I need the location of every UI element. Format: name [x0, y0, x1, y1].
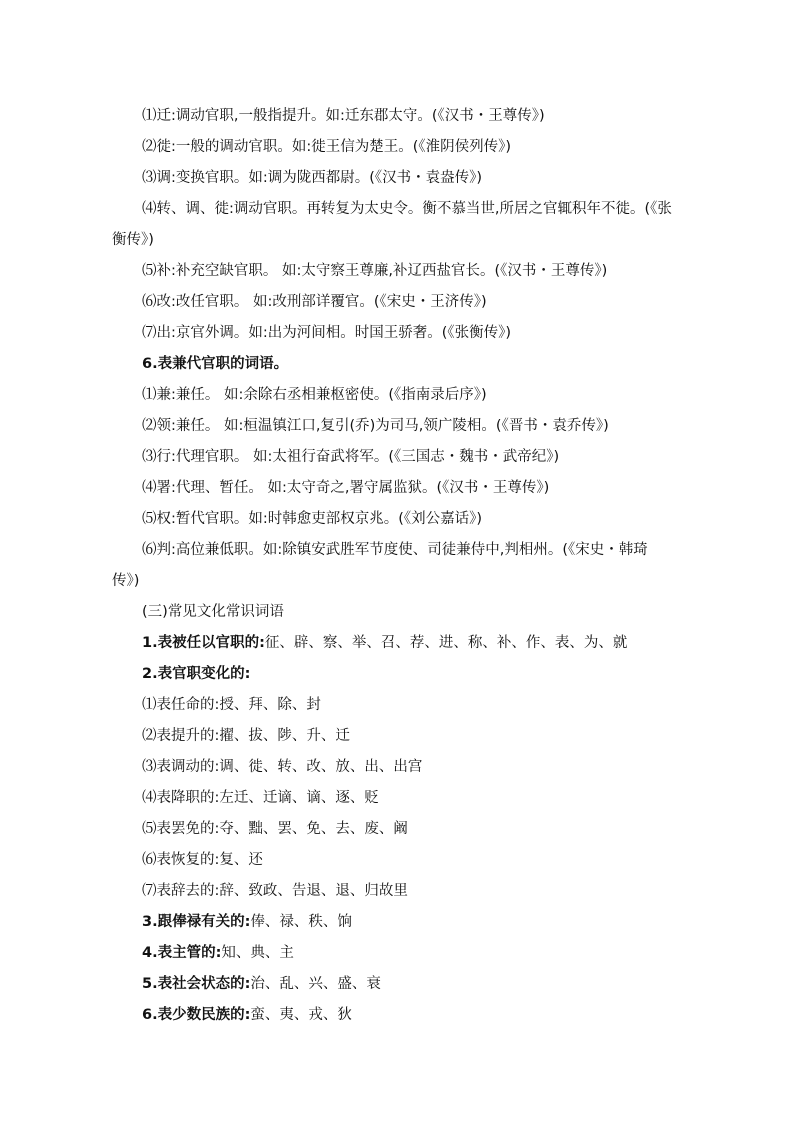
text-line: ⑴迁:调动官职,一般指提升。如:迁东郡太守。(《汉书・王尊传》): [142, 108, 545, 124]
item-text: 知、典、主: [221, 945, 294, 961]
item-heading: 1.表被任以官职的:: [142, 635, 265, 651]
section-heading: (三)常见文化常识词语: [142, 604, 284, 620]
text-line: ⑵表提升的:擢、拔、陟、升、迁: [142, 728, 350, 744]
item-heading: 3.跟俸禄有关的:: [142, 914, 251, 930]
item-heading: 6.表少数民族的:: [142, 1007, 251, 1023]
text-line: ⑺表辞去的:辞、致政、告退、退、归故里: [142, 883, 408, 899]
text-line: 传》): [112, 573, 140, 589]
text-line: ⑷署:代理、暂任。 如:太守奇之,署守属监狱。(《汉书・王尊传》): [142, 480, 550, 496]
text-line: ⑴表任命的:授、拜、除、封: [142, 697, 321, 713]
item-heading: 4.表主管的:: [142, 945, 222, 961]
text-line: [112, 907, 684, 938]
item-heading: 2.表官职变化的:: [142, 666, 251, 682]
text-line: ⑶调:变换官职。如:调为陇西都尉。(《汉书・袁盎传》): [142, 170, 483, 186]
text-line: [112, 628, 684, 659]
text-line: ⑴兼:兼任。 如:余除右丞相兼枢密使。(《指南录后序》): [142, 387, 487, 403]
text-line: ⑸权:暂代官职。如:时韩愈吏部权京兆。(《刘公嘉话》): [142, 511, 483, 527]
text-line: [112, 938, 684, 969]
text-line: ⑷转、调、徙:调动官职。再转复为太史令。衡不慕当世,所居之官辄积年不徙。(《张: [142, 201, 672, 217]
text-line: ⑶行:代理官职。 如:太祖行奋武将军。(《三国志・魏书・武帝纪》): [142, 449, 560, 465]
text-line: ⑹判:高位兼低职。如:除镇安武胜军节度使、司徒兼侍中,判相州。(《宋史・韩琦: [142, 542, 648, 558]
item-text: 征、辟、察、举、召、荐、进、称、补、作、表、为、就: [264, 635, 628, 651]
text-line: ⑸补:补充空缺官职。 如:太守察王尊廉,补辽西盐官长。(《汉书・王尊传》): [142, 263, 608, 279]
text-line: ⑷表降职的:左迁、迁谪、谪、逐、贬: [142, 790, 379, 806]
text-line: ⑹表恢复的:复、还: [142, 852, 263, 868]
text-line: 衡传》): [112, 232, 154, 248]
item-text: 蛮、夷、戎、狄: [250, 1007, 352, 1023]
text-line: ⑸表罢免的:夺、黜、罢、免、去、废、阚: [142, 821, 408, 837]
item-text: 治、乱、兴、盛、衰: [250, 976, 381, 992]
section-heading: 6.表兼代官职的词语。: [142, 356, 289, 372]
text-line: ⑺出:京官外调。如:出为河间相。时国王骄奢。(《张衡传》): [142, 325, 512, 341]
text-line: ⑵徙:一般的调动官职。如:徙王信为楚王。(《淮阴侯列传》): [142, 139, 512, 155]
text-line: ⑹改:改任官职。 如:改刑部详覆官。(《宋史・王济传》): [142, 294, 487, 310]
text-line: [112, 969, 684, 1000]
item-text: 俸、禄、秩、饷: [250, 914, 352, 930]
text-line: [112, 1000, 684, 1031]
text-line: ⑵领:兼任。 如:桓温镇江口,复引(乔)为司马,领广陵相。(《晋书・袁乔传》): [142, 418, 609, 434]
item-heading: 5.表社会状态的:: [142, 976, 251, 992]
document-body: [112, 101, 684, 1031]
text-line: ⑶表调动的:调、徙、转、改、放、出、出宫: [142, 759, 423, 775]
